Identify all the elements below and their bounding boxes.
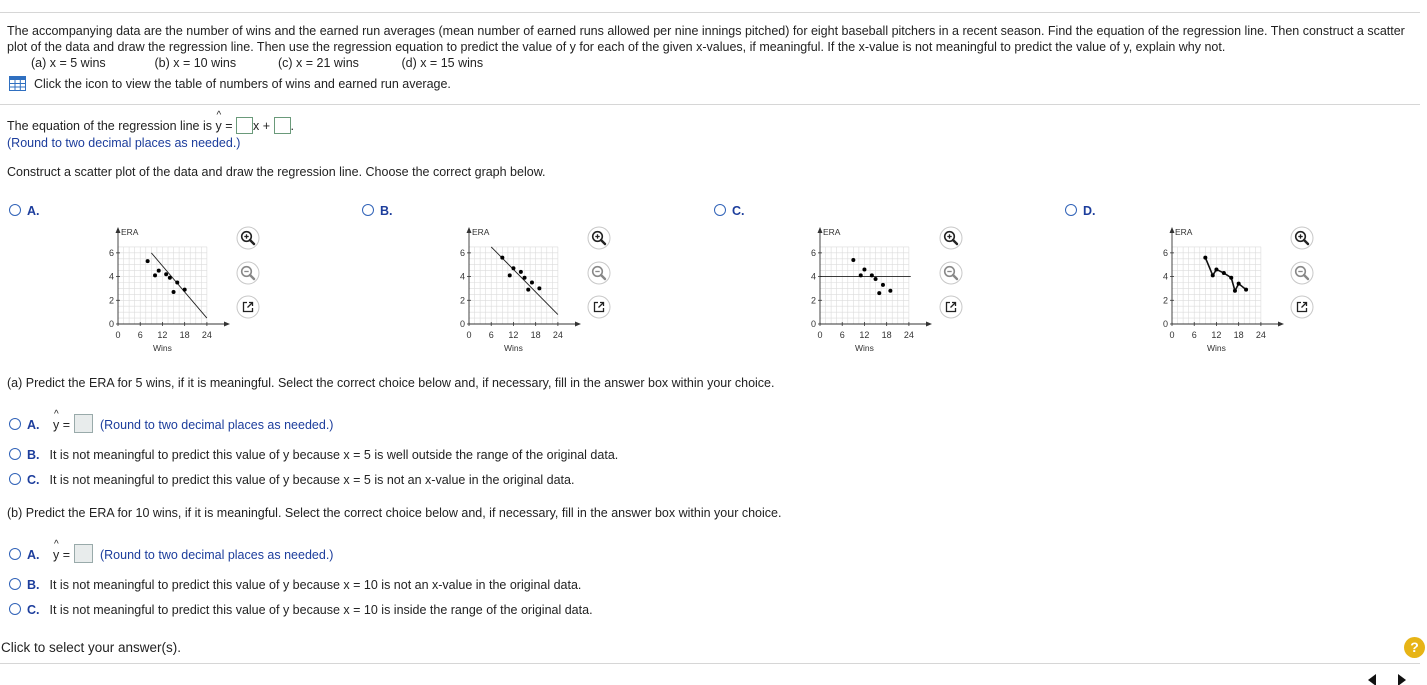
equation-end: .: [290, 119, 295, 133]
y-axis-label: ERA: [121, 227, 139, 237]
prev-arrow-icon[interactable]: [1360, 672, 1382, 685]
x-tick-label: 24: [552, 330, 563, 340]
x-tick-label: 24: [903, 330, 914, 340]
x-axis-label: Wins: [854, 343, 874, 351]
y-tick-label: 4: [810, 271, 816, 282]
x-axis-arrow: [224, 322, 230, 327]
radio-part-a-a[interactable]: [9, 418, 21, 430]
slope-input[interactable]: [236, 117, 253, 134]
x-tick-label: 0: [466, 330, 472, 340]
popout-icon[interactable]: [587, 295, 611, 319]
data-point: [172, 290, 176, 294]
zoom-in-icon[interactable]: [1290, 226, 1314, 250]
status-text: Click to select your answer(s).: [1, 640, 182, 655]
y-tick-label: 2: [810, 295, 816, 306]
graph-option-a-label: A.: [27, 204, 40, 218]
part-a-option-a-label: A.: [27, 418, 40, 432]
part-b-option-a-label: A.: [27, 548, 40, 562]
x-plus-text: x +: [253, 119, 271, 133]
radio-part-a-c[interactable]: [9, 473, 21, 485]
part-a-option-c-label: C.: [27, 473, 40, 487]
x-axis-label: Wins: [1206, 343, 1226, 351]
y-axis-arrow: [1170, 227, 1175, 233]
data-point: [526, 288, 530, 292]
graph-option-c[interactable]: [714, 204, 755, 218]
x-tick-label: 0: [1169, 330, 1175, 340]
y-tick-label: 6: [459, 247, 465, 258]
x-tick-label: 6: [488, 330, 494, 340]
radio-part-b-b[interactable]: [9, 578, 21, 590]
part-a-option-a[interactable]: [9, 409, 334, 433]
regression-equation: [7, 110, 295, 134]
graph-option-d-label: D.: [1083, 204, 1096, 218]
next-arrow-icon[interactable]: [1392, 672, 1414, 685]
data-point: [1211, 273, 1215, 277]
radio-part-b-a[interactable]: [9, 548, 21, 560]
table-link-text: Click the icon to view the table of numbers of wins and earned run average.: [34, 77, 451, 91]
table-grid-icon[interactable]: [9, 76, 26, 91]
section-divider: [0, 104, 1420, 105]
help-icon[interactable]: ?: [1404, 637, 1425, 658]
y-tick-label: 0: [1162, 319, 1168, 329]
construct-prompt: Construct a scatter plot of the data and draw the regression line. Choose the correct graph below.: [7, 165, 546, 179]
y-axis-arrow: [467, 227, 472, 233]
x-tick-label: 6: [137, 330, 143, 340]
part-b-option-a[interactable]: [9, 539, 334, 563]
part-b-yhat: ^ y =: [52, 539, 71, 562]
data-point: [153, 273, 157, 277]
part-b-option-b-text: It is not meaningful to predict this value of y because x = 10 is not an x-value in the original data.: [49, 578, 582, 592]
x-tick-label: 18: [530, 330, 541, 340]
part-b-answer-input[interactable]: [74, 544, 93, 563]
data-point: [157, 269, 161, 273]
part-d-label: (d) x = 15 wins: [401, 56, 484, 70]
part-b-prompt: (b) Predict the ERA for 10 wins, if it is meaningful. Select the correct choice below and, if necessary, fill in the answer box within your choice.: [7, 506, 782, 520]
data-point: [519, 270, 523, 274]
zoom-in-icon[interactable]: [587, 226, 611, 250]
zoom-in-icon[interactable]: [939, 226, 963, 250]
equation-prefix: The equation of the regression line is: [7, 119, 212, 133]
x-tick-label: 0: [115, 330, 121, 340]
radio-part-b-c[interactable]: [9, 603, 21, 615]
x-tick-label: 0: [817, 330, 823, 340]
data-point: [530, 281, 534, 285]
data-point: [537, 286, 541, 290]
intercept-input[interactable]: [274, 117, 291, 134]
data-point: [511, 266, 515, 270]
part-b-option-b[interactable]: [9, 578, 581, 592]
part-c-label: (c) x = 21 wins: [277, 56, 359, 70]
data-point: [175, 281, 179, 285]
part-a-round-note: (Round to two decimal places as needed.): [99, 418, 334, 432]
data-point: [870, 273, 874, 277]
data-point: [881, 283, 885, 287]
x-tick-label: 24: [1255, 330, 1266, 340]
x-axis-arrow: [926, 322, 932, 327]
yhat-symbol: ^ y: [215, 110, 222, 133]
x-tick-label: 12: [508, 330, 519, 340]
data-point: [859, 273, 863, 277]
data-point: [1229, 276, 1233, 280]
chart-a: [106, 226, 231, 351]
table-link-row: [9, 76, 451, 91]
graph-option-c-label: C.: [732, 204, 745, 218]
x-tick-label: 12: [859, 330, 870, 340]
x-tick-label: 18: [881, 330, 892, 340]
part-a-answer-input[interactable]: [74, 414, 93, 433]
radio-graph-a[interactable]: [9, 204, 21, 216]
graph-option-b[interactable]: [362, 204, 403, 218]
y-tick-label: 2: [1162, 295, 1168, 306]
part-b-round-note: (Round to two decimal places as needed.): [99, 548, 334, 562]
zoom-in-icon[interactable]: [236, 226, 260, 250]
radio-part-a-b[interactable]: [9, 448, 21, 460]
data-point: [874, 277, 878, 281]
y-axis-label: ERA: [1175, 227, 1193, 237]
data-point: [500, 256, 504, 260]
data-point: [1222, 271, 1226, 275]
y-axis-label: ERA: [472, 227, 490, 237]
y-axis-label: ERA: [823, 227, 841, 237]
x-tick-label: 12: [157, 330, 168, 340]
y-tick-label: 4: [459, 271, 465, 282]
zoom-out-icon[interactable]: [587, 261, 611, 285]
part-a-option-b-label: B.: [27, 448, 40, 462]
top-divider: [0, 12, 1420, 13]
x-tick-label: 18: [179, 330, 190, 340]
part-b-option-c-text: It is not meaningful to predict this value of y because x = 10 is inside the range of the original data.: [49, 603, 593, 617]
y-tick-label: 0: [810, 319, 816, 329]
part-a-option-b-text: It is not meaningful to predict this value of y because x = 5 is well outside the range of the original data.: [49, 448, 619, 462]
x-tick-label: 24: [201, 330, 212, 340]
graph-option-a[interactable]: [9, 204, 50, 218]
data-point: [1203, 256, 1207, 260]
y-tick-label: 4: [1162, 271, 1168, 282]
y-tick-label: 4: [108, 271, 114, 282]
data-point: [1214, 267, 1218, 271]
popout-icon[interactable]: [939, 295, 963, 319]
y-tick-label: 2: [459, 295, 465, 306]
part-b-label: (b) x = 10 wins: [154, 56, 237, 70]
x-tick-label: 12: [1211, 330, 1222, 340]
problem-statement: The accompanying data are the number of wins and the earned run averages (mean number of earned runs allowed per nine innings pitched) for eight baseball pitchers in a recent season. Find the equation of the regression line. Then construct a scatter plot of the data and draw the regression line. Then use the regression equation to predict the value of y for each of the given x-values, if meaningful. If the x-value is not meaningful to predict the value of y, explain why not.: [7, 24, 1405, 54]
part-a-prompt: (a) Predict the ERA for 5 wins, if it is meaningful. Select the correct choice below and, if necessary, fill in the answer box within your choice.: [7, 376, 775, 390]
x-tick-label: 18: [1233, 330, 1244, 340]
zoom-out-icon[interactable]: [236, 261, 260, 285]
x-tick-label: 6: [839, 330, 845, 340]
data-point: [862, 267, 866, 271]
equals-sign: =: [225, 119, 233, 133]
data-point: [523, 276, 527, 280]
chart-d: [1160, 226, 1285, 351]
part-a-option-c[interactable]: [9, 473, 574, 487]
data-point: [1237, 282, 1241, 286]
y-axis-arrow: [818, 227, 823, 233]
radio-graph-d[interactable]: [1065, 204, 1077, 216]
round-note: (Round to two decimal places as needed.): [7, 136, 241, 150]
zoom-out-icon[interactable]: [1290, 261, 1314, 285]
part-a-option-c-text: It is not meaningful to predict this value of y because x = 5 is not an x-value in the original data.: [49, 473, 575, 487]
part-a-label: (a) x = 5 wins: [31, 56, 106, 70]
data-point: [1244, 288, 1248, 292]
data-point: [888, 289, 892, 293]
part-b-option-b-label: B.: [27, 578, 40, 592]
graph-option-d[interactable]: [1065, 204, 1106, 218]
data-point: [168, 276, 172, 280]
part-a-option-b[interactable]: [9, 448, 618, 462]
y-tick-label: 0: [459, 319, 465, 329]
popout-icon[interactable]: [1290, 295, 1314, 319]
x-axis-label: Wins: [152, 343, 172, 351]
x-tick-label: 6: [1191, 330, 1197, 340]
y-tick-label: 6: [1162, 247, 1168, 258]
radio-graph-b[interactable]: [362, 204, 374, 216]
y-tick-label: 0: [108, 319, 114, 329]
y-tick-label: 2: [108, 295, 114, 306]
data-point: [508, 273, 512, 277]
chart-c: [808, 226, 933, 351]
part-b-option-c[interactable]: [9, 603, 593, 617]
x-axis-arrow: [575, 322, 581, 327]
data-point: [851, 258, 855, 262]
part-b-option-c-label: C.: [27, 603, 40, 617]
chart-b: [457, 226, 582, 351]
y-axis-arrow: [116, 227, 121, 233]
part-a-yhat: ^ y =: [52, 409, 71, 432]
graph-option-b-label: B.: [380, 204, 393, 218]
y-tick-label: 6: [108, 247, 114, 258]
x-axis-label: Wins: [503, 343, 523, 351]
x-axis-arrow: [1278, 322, 1284, 327]
zoom-out-icon[interactable]: [939, 261, 963, 285]
data-point: [146, 259, 150, 263]
data-point: [1233, 289, 1237, 293]
data-point: [183, 288, 187, 292]
data-point: [877, 291, 881, 295]
radio-graph-c[interactable]: [714, 204, 726, 216]
data-point: [164, 272, 168, 276]
bottom-divider: [0, 663, 1420, 664]
popout-icon[interactable]: [236, 295, 260, 319]
y-tick-label: 6: [810, 247, 816, 258]
problem-parts: [31, 56, 483, 70]
